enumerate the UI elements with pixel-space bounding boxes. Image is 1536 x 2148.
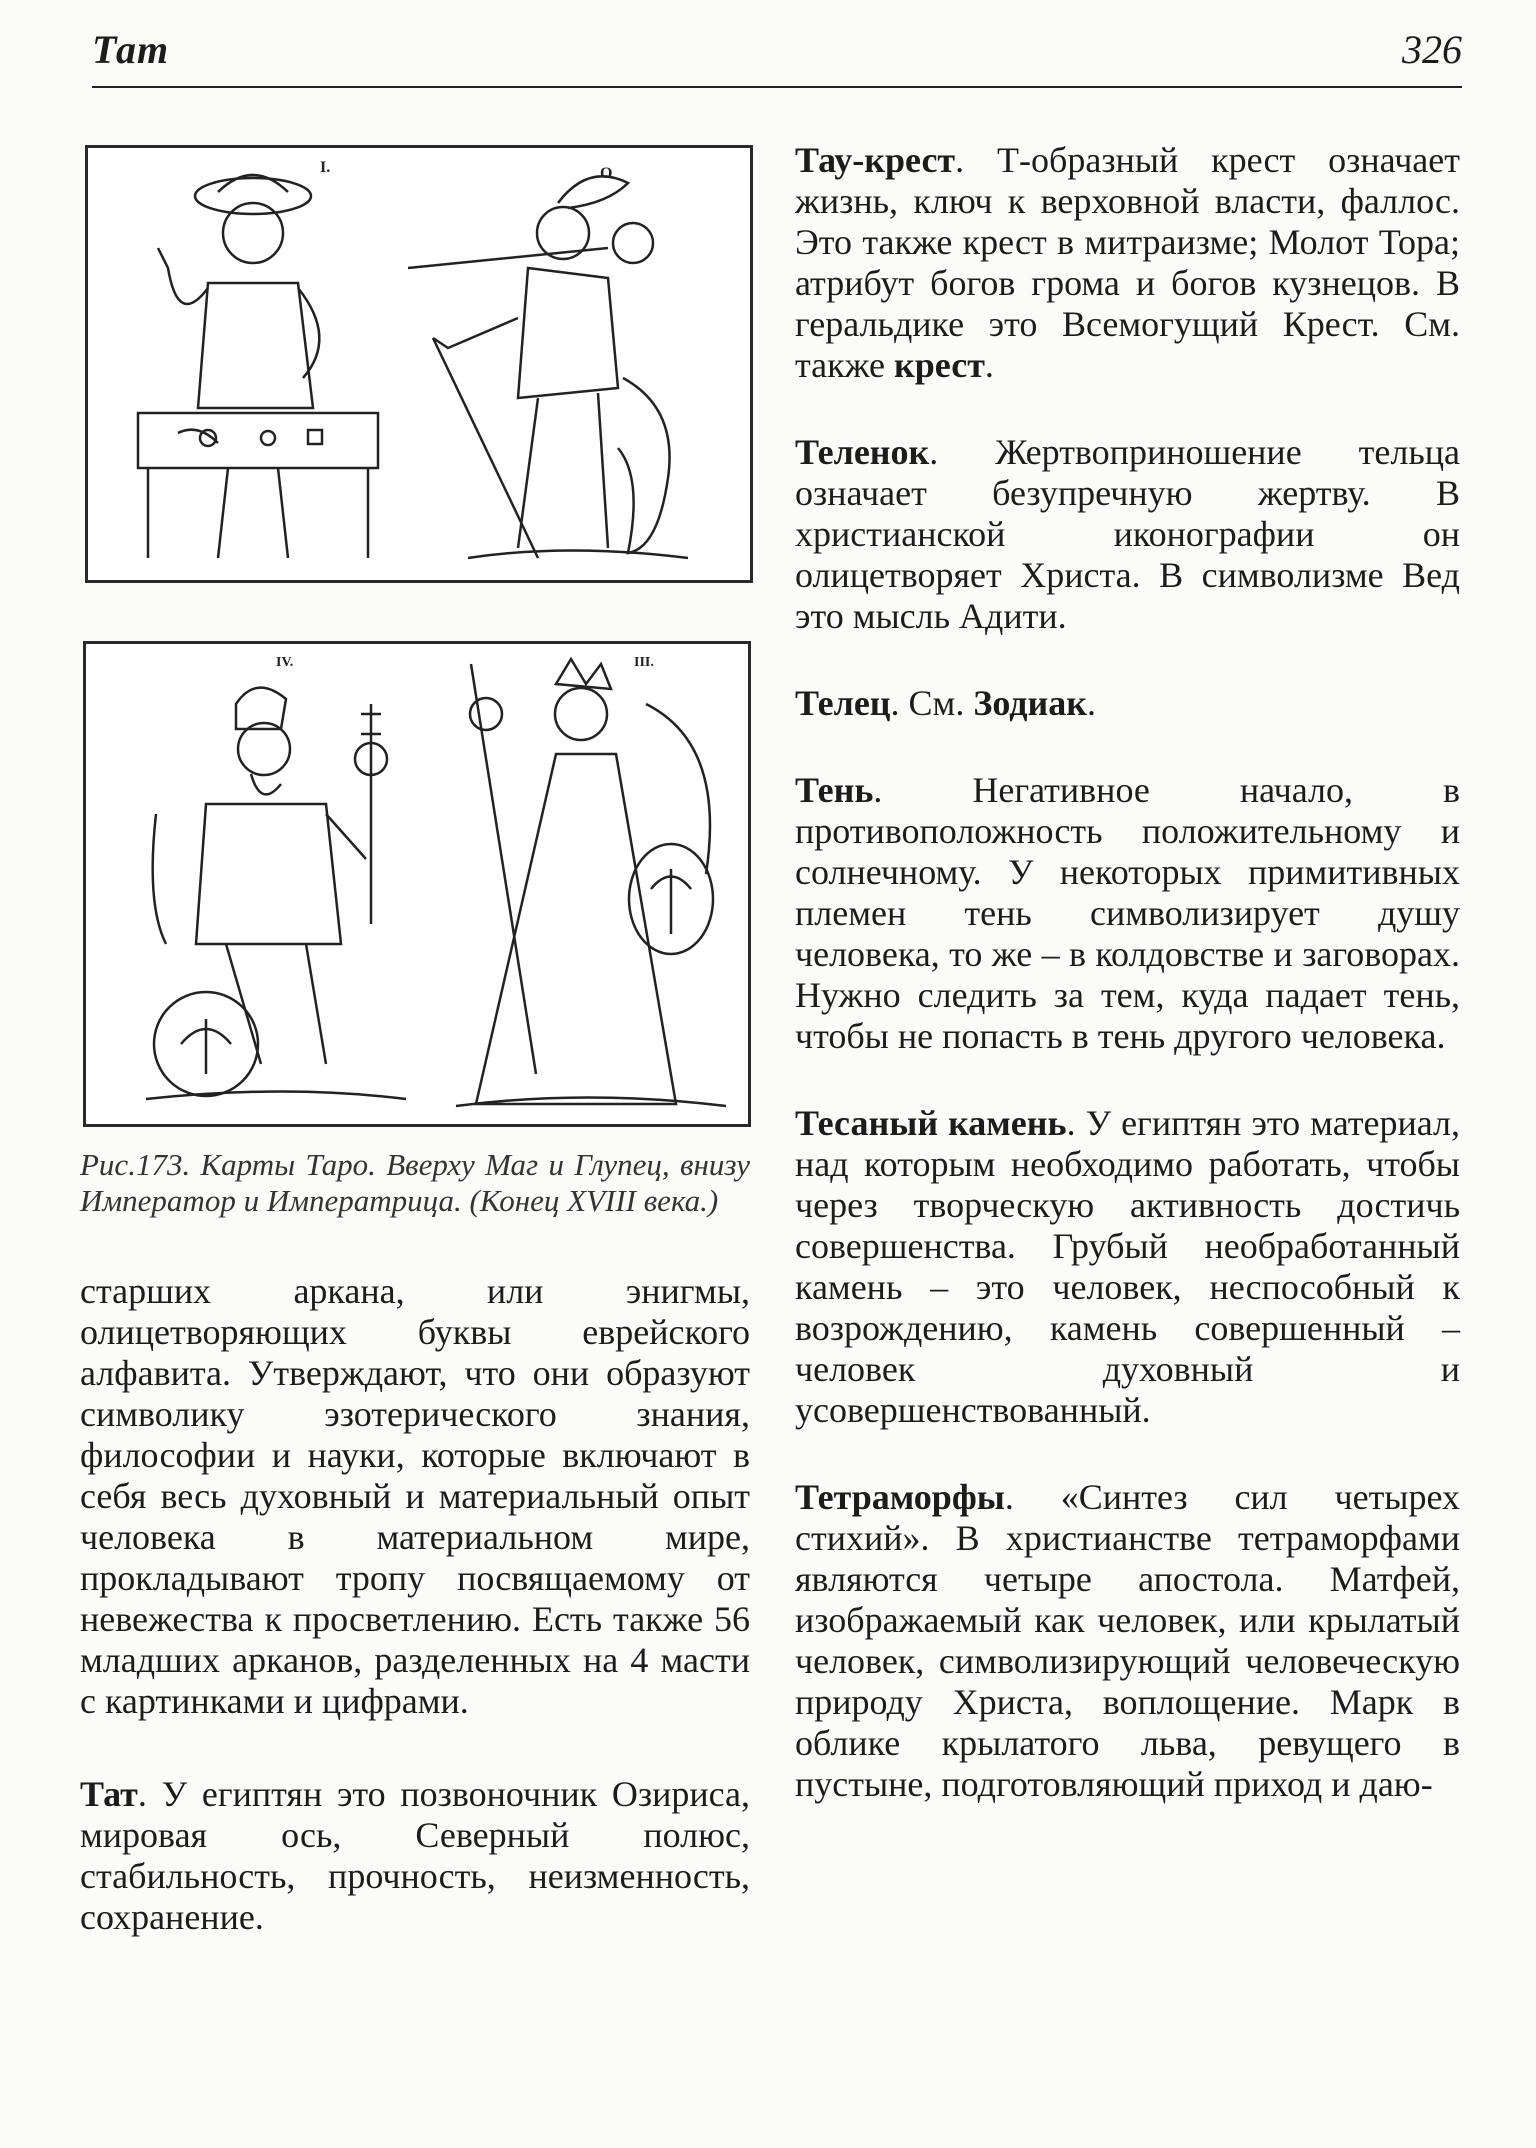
tarot-figure: [80, 145, 750, 1219]
empress-head: [555, 688, 607, 740]
page-number: 326: [1402, 27, 1462, 72]
entry-tat-text: . У египтян это позвоночник Озириса, мировая ось, Северный полюс, стабильность, прочность, неизменность, сохранение.: [80, 1774, 750, 1937]
entry-tetramorphs-text: . «Синтез сил четырех стихий». В христианстве тетраморфами являются четыре апостола. Матфей, изображаемый как человек, или крылатый человек, символизирующий человеческую природу Христа, воплощение. Марк в облике крылатого льва, ревущего в пустыне, подготовляющий приход и даю-: [795, 1477, 1460, 1804]
term-hewn-stone: Тесаный камень: [795, 1103, 1067, 1143]
fool-body: [518, 268, 618, 398]
magician-left-arm: [158, 248, 208, 304]
fool-bindle-sack: [613, 223, 653, 263]
entry-taurus-end: .: [1087, 683, 1097, 723]
entry-tau-cross-end: .: [984, 345, 994, 385]
term-tat: Тат: [80, 1774, 138, 1814]
entry-shadow-text: . Негативное начало, в противоположность положительному и солнечному. У некоторых примитивных племен тень символизирует душу человека, то же – в колдовстве и заговорах. Нужно следить за тем, куда падает тень, чтобы не попасть в тень другого человека.: [795, 770, 1460, 1056]
magician-head: [223, 203, 283, 263]
fool-feathered-cap: [558, 176, 628, 208]
emperor-robe: [196, 804, 341, 944]
entry-taurus-text: . См.: [890, 683, 974, 723]
term-tau-cross: Тау-крест: [795, 140, 956, 180]
entry-shadow: [795, 770, 1460, 1057]
fool-bindle-stick: [408, 248, 608, 268]
entry-calf-text: . Жертвоприношение тельца означает безупречную жертву. В христианской иконографии он олицетворяет Христа. В символизме Вед это мысль Адити.: [795, 432, 1460, 636]
entry-tau-cross-text: . Т-образный крест означает жизнь, ключ к верховной власти, фаллос. Это также крест в митраизме; Молот Тора; атрибут богов грома и богов кузнецов. В геральдике это Всемогущий Крест. См. также: [795, 140, 1460, 385]
magician-tunic: [198, 283, 313, 408]
fool-legs: [518, 393, 608, 548]
fool-dog: [618, 378, 670, 553]
entry-hewn-stone: [795, 1103, 1460, 1431]
term-calf: Теленок: [795, 432, 930, 472]
emperor-beard: [251, 774, 281, 794]
emperor-empress-engraving: [86, 644, 742, 1118]
term-shadow: Тень: [795, 770, 874, 810]
right-column: [795, 140, 1460, 1851]
card-label-fool: O: [600, 165, 613, 182]
magician-legs: [218, 468, 288, 558]
card-label-emperor: IV.: [276, 655, 294, 670]
xref-zodiac[interactable]: Зодиак: [973, 683, 1088, 723]
magician-hat-brim: [195, 178, 311, 214]
entry-hewn-stone-text: . У египтян это материал, над которым необходимо работать, чтобы через творческую активность достичь совершенства. Грубый необработанный камень – это человек, неспособный к возрождению, камень совершенный – человек духовный и усовершенствованный.: [795, 1103, 1460, 1430]
left-column: [80, 145, 750, 1938]
card-label-empress: III.: [634, 655, 654, 670]
magician-table-top: [138, 413, 378, 468]
term-taurus: Телец: [795, 683, 891, 723]
running-head: Тат: [92, 27, 170, 72]
magician-fool-engraving: [88, 148, 744, 574]
entry-taurus: [795, 683, 1460, 724]
emperor-head: [238, 723, 290, 775]
tarot-plate-emperor-empress: [83, 641, 751, 1127]
entry-calf: [795, 432, 1460, 637]
empress-robe: [476, 754, 676, 1104]
fool-arm: [433, 318, 518, 348]
entry-tat: [80, 1774, 750, 1938]
card-label-magician: I.: [320, 159, 331, 176]
entry-tau-cross: [795, 140, 1460, 386]
fool-ground: [468, 551, 688, 559]
continuation-paragraph: старших аркана, или энигмы, олицетворяющих буквы еврейского алфавита. Утверждают, что они образуют символику эзотерического знания, философии и науки, которые включают в себя весь духовный и материальный опыт человека в материальном мире, прокладывают тропу посвящаемому от невежества к просветлению. Есть также 56 младших арканов, разделенных на 4 масти с картинками и цифрами.: [80, 1271, 750, 1721]
entry-tetramorphs: [795, 1477, 1460, 1805]
emperor-throne: [153, 814, 166, 944]
tarot-plate-magician-fool: [85, 145, 753, 583]
figure-caption: Рис.173. Карты Таро. Вверху Маг и Глупец, внизу Император и Императрица. (Конец XVIII века.): [80, 1147, 750, 1218]
page-header: [92, 26, 1462, 88]
empress-crown: [556, 659, 611, 689]
term-tetramorphs: Тетраморфы: [795, 1477, 1005, 1517]
xref-cross[interactable]: крест: [894, 345, 985, 385]
empress-scepter: [471, 664, 536, 1074]
